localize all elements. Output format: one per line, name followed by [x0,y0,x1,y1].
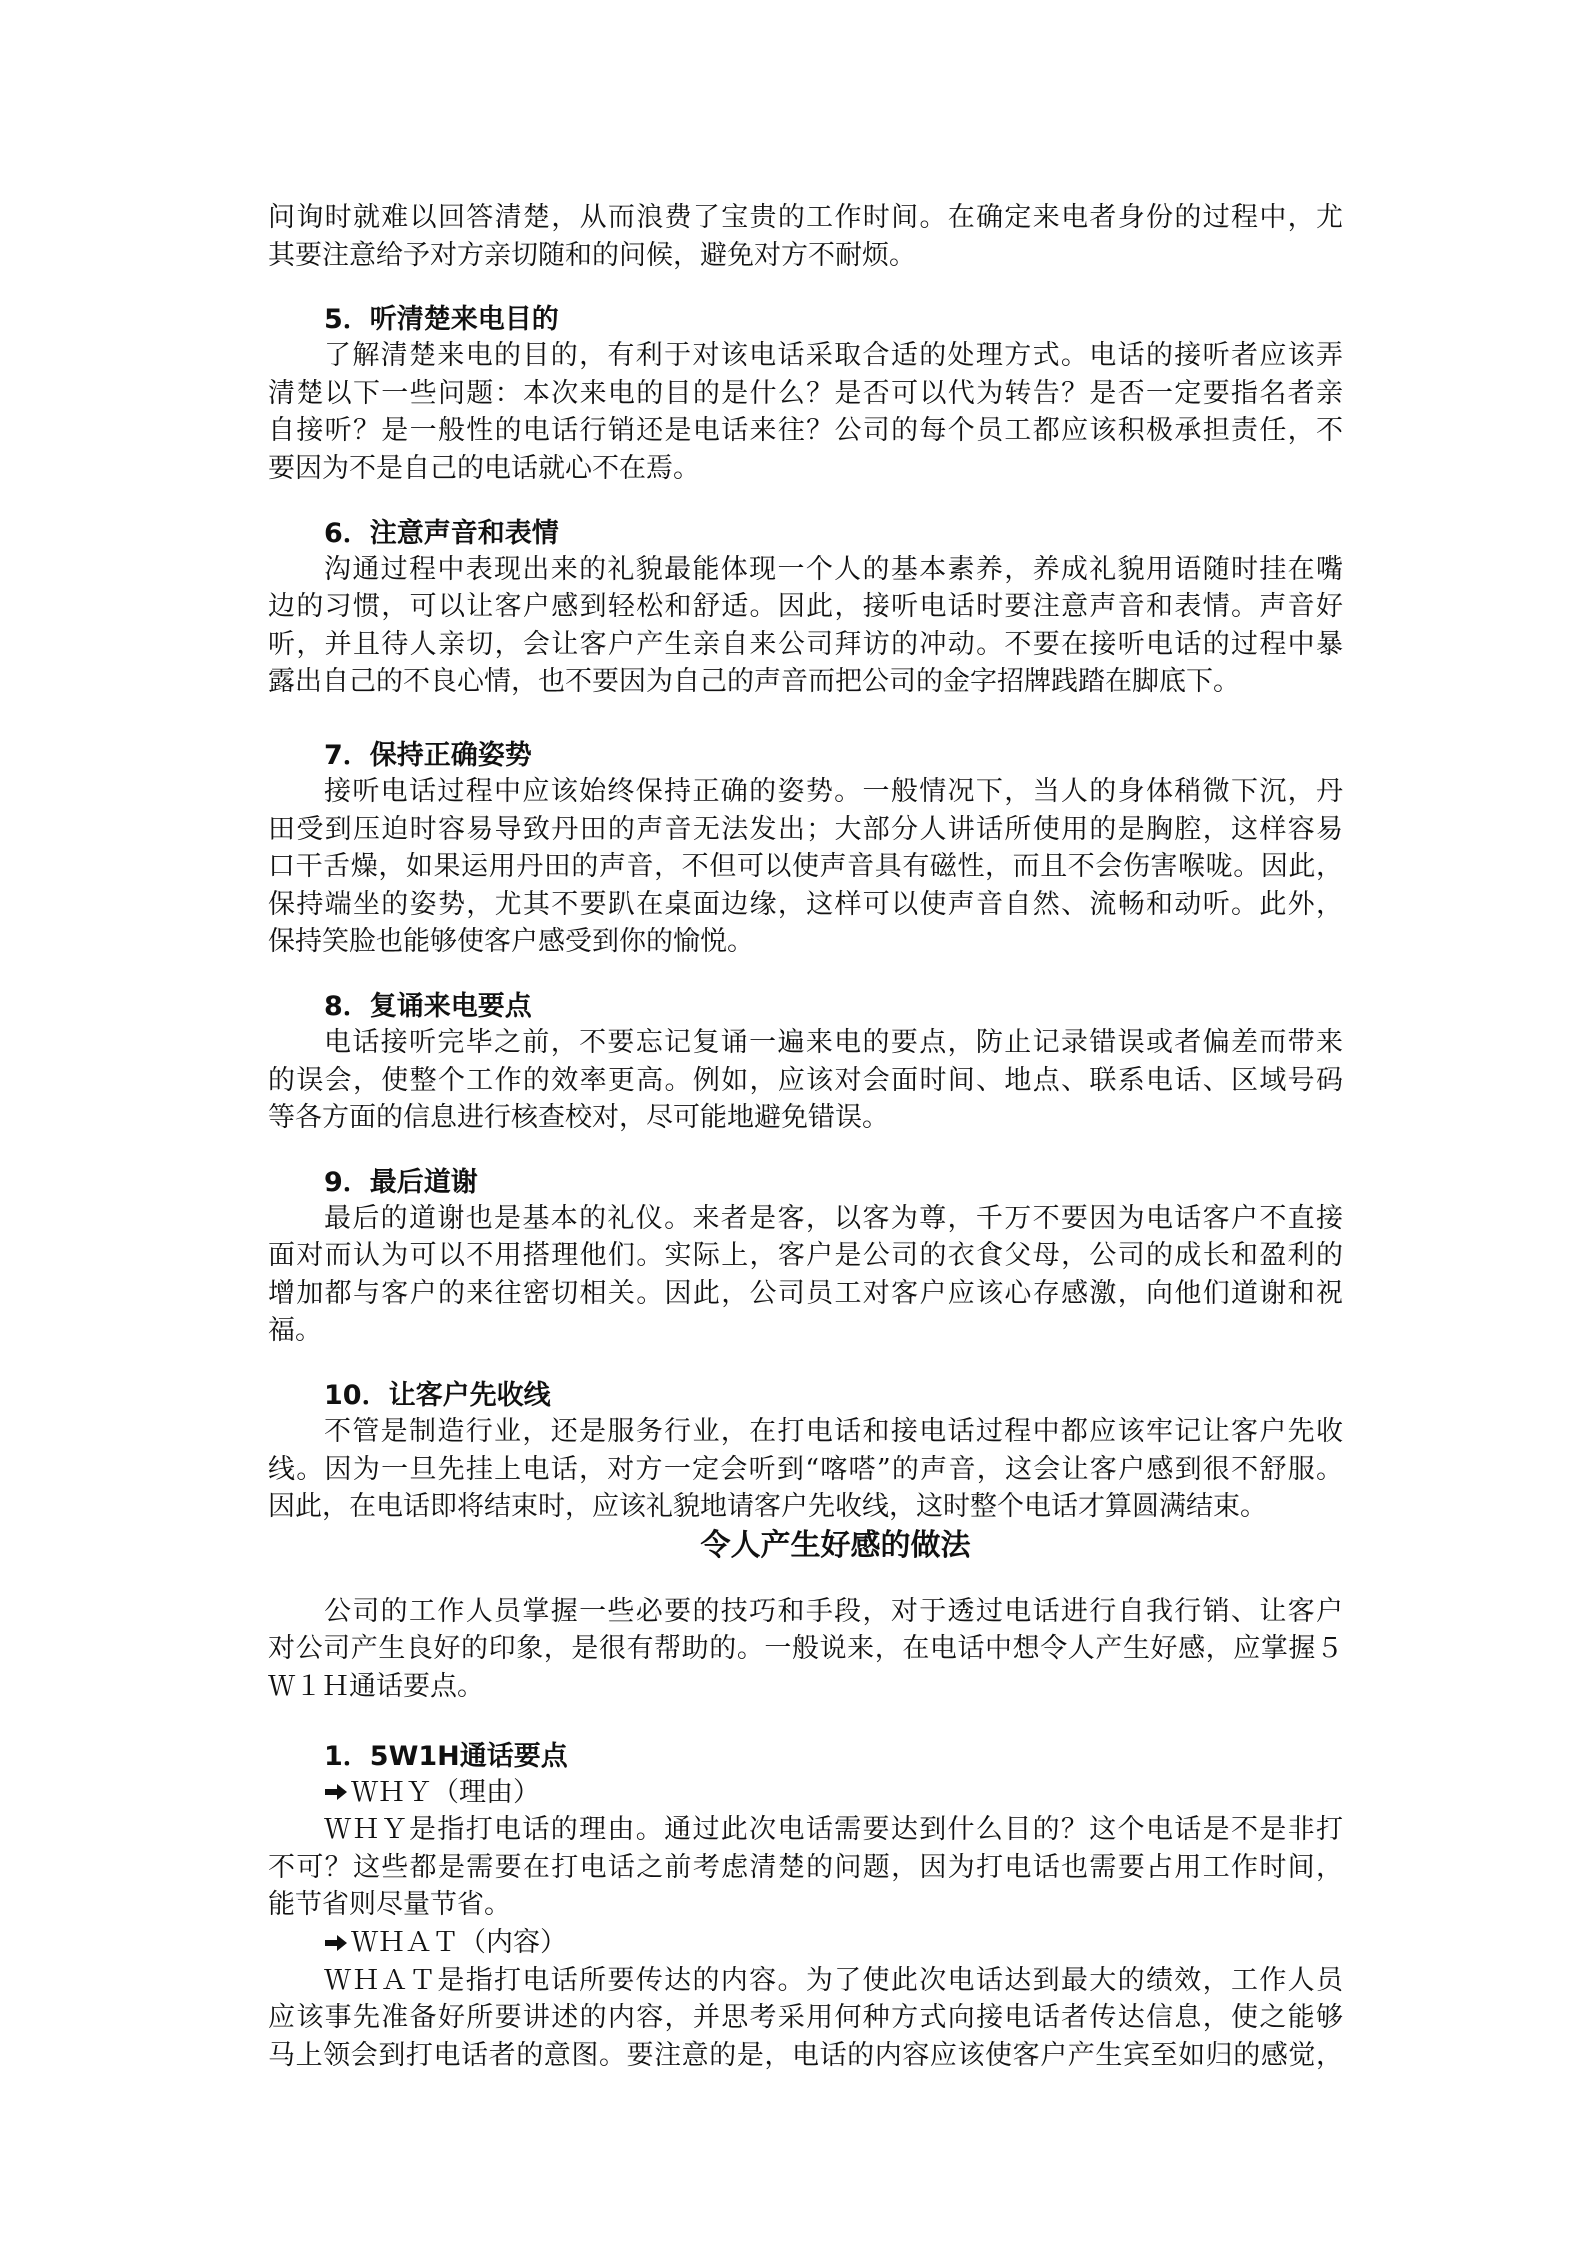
section-voice-expression [268,516,1343,701]
text-line: 保持端坐的姿势，尤其不要趴在桌面边缘，这样可以使声音自然、流畅和动听。此外， [268,888,1343,920]
bullet-why [268,1774,1343,1812]
text-line: 马上领会到打电话者的意图。要注意的是，电话的内容应该使客户产生宾至如归的感觉， [268,2039,1343,2071]
arrow-right-icon [324,1933,348,1953]
text-line: 要因为不是自己的电话就心不在焉。 [268,452,700,484]
arrow-right-icon [324,1782,348,1802]
section-heading: 6．注意声音和表情 [324,517,559,549]
text-line: 最后的道谢也是基本的礼仪。来者是客，以客为尊，千万不要因为电话客户不直接 [324,1202,1343,1234]
text-line: 对公司产生良好的印象，是很有帮助的。一般说来，在电话中想令人产生好感，应掌握５ [268,1633,1343,1665]
section-heading: 8．复诵来电要点 [324,990,532,1022]
text-line: 边的习惯，可以让客户感到轻松和舒适。因此，接听电话时要注意声音和表情。声音好 [268,591,1343,623]
document-title: 令人产生好感的做法 [700,1527,971,1563]
section-heading: 5．听清楚来电目的 [324,304,559,336]
text-line: 电话接听完毕之前，不要忘记复诵一遍来电的要点，防止记录错误或者偏差而带来 [324,1026,1343,1058]
text-line: 露出自己的不良心情，也不要因为自己的声音而把公司的金字招牌践踏在脚底下。 [268,666,1240,698]
text-line: 清楚以下一些问题：本次来电的目的是什么？是否可以代为转告？是否一定要指名者亲 [268,377,1343,409]
text-line: ＷＨＹ是指打电话的理由。通过此次电话需要达到什么目的？这个电话是不是非打 [324,1814,1343,1846]
text-line: ＷＨＡＴ是指打电话所要传达的内容。为了使此次电话达到最大的绩效，工作人员 [324,1964,1343,1996]
text-line: 问询时就难以回答清楚，从而浪费了宝贵的工作时间。在确定来电者身份的过程中，尤 [268,202,1343,233]
text-line: 田受到压迫时容易导致丹田的声音无法发出；大部分人讲话所使用的是胸腔，这样容易 [268,813,1343,845]
bullet-label: ＷＨＹ（理由） [351,1776,540,1808]
text-line: 公司的工作人员掌握一些必要的技巧和手段，对于透过电话进行自我行销、让客户 [324,1595,1343,1627]
text-line: 沟通过程中表现出来的礼貌最能体现一个人的基本素养，养成礼貌用语随时挂在嘴 [324,553,1343,585]
text-line: 保持笑脸也能够使客户感受到你的愉悦。 [268,926,754,958]
text-line: 不管是制造行业，还是服务行业，在打电话和接电话过程中都应该牢记让客户先收 [324,1416,1343,1448]
section-customer-hangs-up-first [268,1378,1343,1526]
text-line: 口干舌燥，如果运用丹田的声音，不但可以使声音具有磁性，而且不会伤害喉咙。因此， [268,851,1343,883]
text-line: 不可？这些都是需要在打电话之前考虑清楚的问题，因为打电话也需要占用工作时间， [268,1851,1343,1883]
text-line: 福。 [268,1315,322,1347]
text-line: 等各方面的信息进行核查校对，尽可能地避免错误。 [268,1102,889,1134]
text-line: 增加都与客户的来往密切相关。因此，公司员工对客户应该心存感激，向他们道谢和祝 [268,1277,1343,1309]
section-5w1h [268,1739,1343,2075]
text-line: Ｗ１Ｈ通话要点。 [268,1671,484,1703]
document-page [268,199,1343,2074]
section-listen-purpose [268,302,1343,487]
intro-paragraph [268,1593,1343,1706]
text-line: 因此，在电话即将结束时，应该礼貌地请客户先收线，这时整个电话才算圆满结束。 [268,1491,1267,1523]
section-thanks [268,1165,1343,1350]
bullet-label: ＷＨＡＴ（内容） [351,1927,567,1958]
text-line: 能节省则尽量节省。 [268,1889,511,1921]
text-line: 接听电话过程中应该始终保持正确的姿势。一般情况下，当人的身体稍微下沉，丹 [324,775,1343,807]
text-line: 应该事先准备好所要讲述的内容，并思考采用何种方式向接电话者传达信息，使之能够 [268,2002,1343,2034]
text-line: 线。因为一旦先挂上电话，对方一定会听到“喀嗒”的声音，这会让客户感到很不舒服。 [268,1453,1343,1485]
section-heading: 7．保持正确姿势 [324,739,532,771]
section-heading: 1．5W1H通话要点 [324,1740,568,1772]
text-line: 面对而认为可以不用搭理他们。实际上，客户是公司的衣食父母，公司的成长和盈利的 [268,1240,1343,1272]
section-heading: 9．最后道谢 [324,1166,478,1198]
section-repeat-points [268,989,1343,1137]
text-line: 其要注意给予对方亲切随和的问候，避免对方不耐烦。 [268,239,916,271]
text-line: 的误会，使整个工作的效率更高。例如，应该对会面时间、地点、联系电话、区域号码 [268,1064,1343,1096]
text-line: 听，并且待人亲切，会让客户产生亲自来公司拜访的冲动。不要在接听电话的过程中暴 [268,628,1343,660]
section-posture [268,738,1343,961]
bullet-what [268,1924,1343,1962]
text-line: 了解清楚来电的目的，有利于对该电话采取合适的处理方式。电话的接听者应该弄 [324,340,1343,372]
continuation-paragraph [268,199,1343,274]
section-heading: 10．让客户先收线 [324,1380,551,1412]
text-line: 自接听？是一般性的电话行销还是电话来往？公司的每个员工都应该积极承担责任，不 [268,415,1343,447]
